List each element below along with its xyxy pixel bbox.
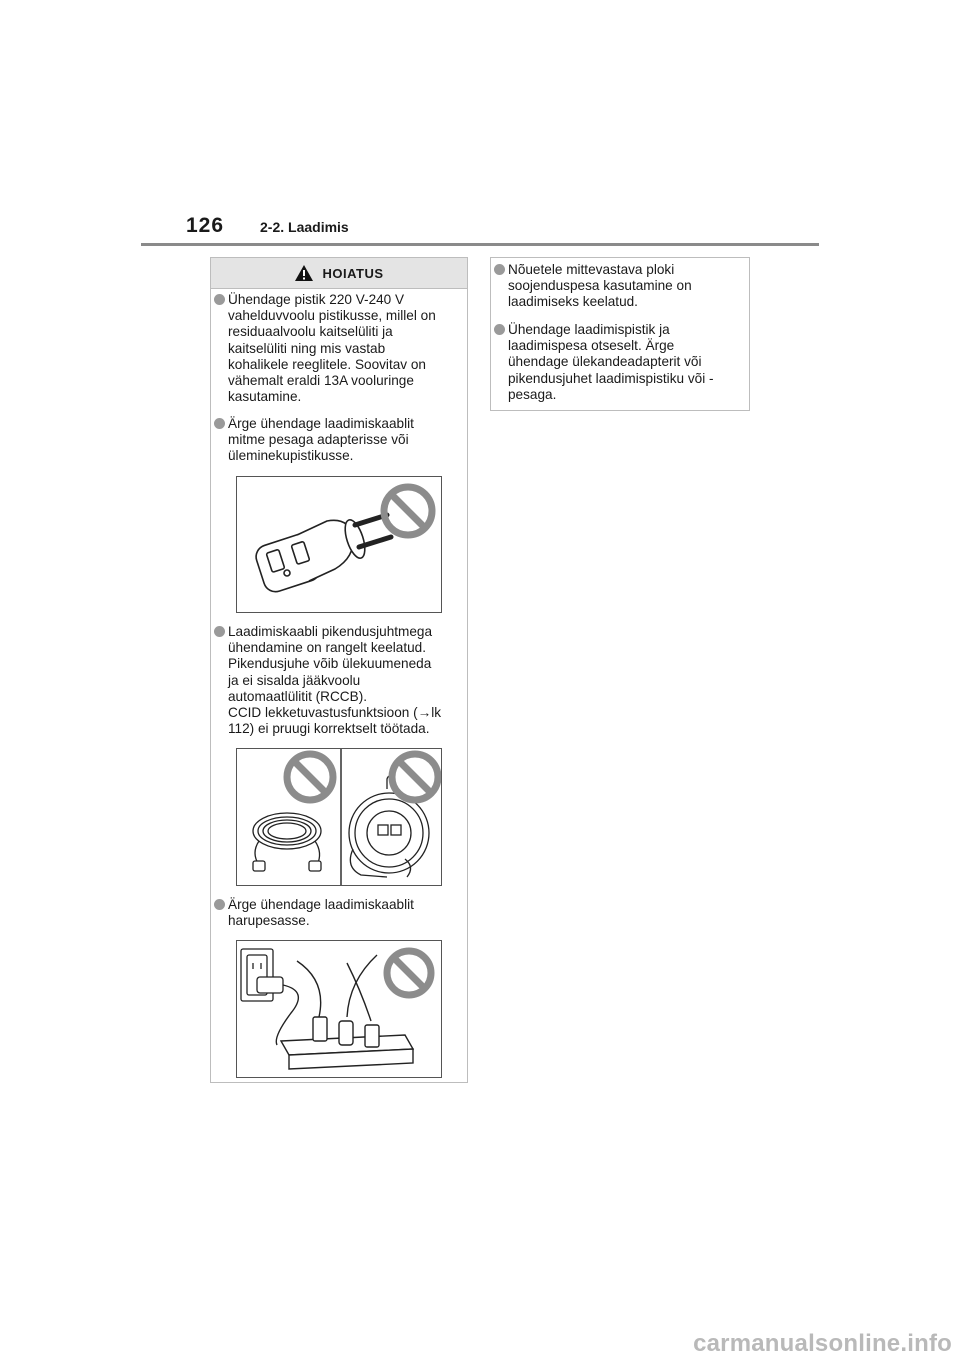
power-strip-icon (281, 1017, 413, 1069)
coiled-cord-icon (253, 813, 321, 871)
bullet-icon (214, 294, 225, 305)
adapter-illustration (236, 476, 442, 613)
warning-header (211, 258, 467, 289)
header-divider (141, 243, 819, 246)
prohibited-icon (287, 754, 333, 800)
adapter-icon (253, 515, 391, 595)
warning-item-text: Ühendage pistik 220 V-240 V vahelduvvoolu pistikusse, millel on residuaalvoolu kaitselüliti ja kaitselüliti ning mis vastab kohalikele reeglitele. Soovitav on vähemalt eraldi 13A vooluringe kasutamine. (228, 292, 436, 405)
power-strip-illustration (236, 940, 442, 1078)
note-item-text: Nõuetele mittevastava ploki soojenduspesa kasutamine on laadimiseks keelatud. (508, 262, 692, 310)
extension-cord-illustration (236, 748, 442, 886)
watermark: carmanualsonline.info (693, 1330, 952, 1357)
page-number: 126 (186, 214, 225, 237)
prohibited-icon (384, 487, 432, 535)
warning-triangle-icon (294, 264, 314, 282)
prohibited-icon (392, 754, 438, 800)
bullet-icon (494, 264, 505, 275)
warning-item-text: Ärge ühendage laadimiskaablit mitme pesaga adapterisse või üleminekupistikusse. (228, 416, 414, 464)
wall-outlet-icon (241, 949, 283, 1001)
cord-reel-icon (349, 776, 429, 877)
section-title: 2-2. Laadimis (260, 219, 349, 235)
warning-title: HOIATUS (322, 265, 384, 281)
note-item-text: Ühendage laadimispistik ja laadimispesa otseselt. Ärge ühendage ülekandeadapterit või pikendusjuhet laadimispistiku või - pesaga. (508, 322, 714, 402)
bullet-icon (214, 626, 225, 637)
prohibited-icon (387, 951, 431, 995)
warning-item-text: Ärge ühendage laadimiskaablit harupesasse. (228, 897, 414, 929)
warning-item-text: Laadimiskaabli pikendusjuhtmega ühendamine on rangelt keelatud. Pikendusjuhe võib ülekuumeneda ja ei sisalda jääkvoolu automaatlülitit (RCCB). CCID lekketuvastusfunktsioon (→lk 112) ei pruugi korrektselt töötada. (228, 624, 442, 737)
bullet-icon (214, 418, 225, 429)
bullet-icon (494, 324, 505, 335)
bullet-icon (214, 899, 225, 910)
